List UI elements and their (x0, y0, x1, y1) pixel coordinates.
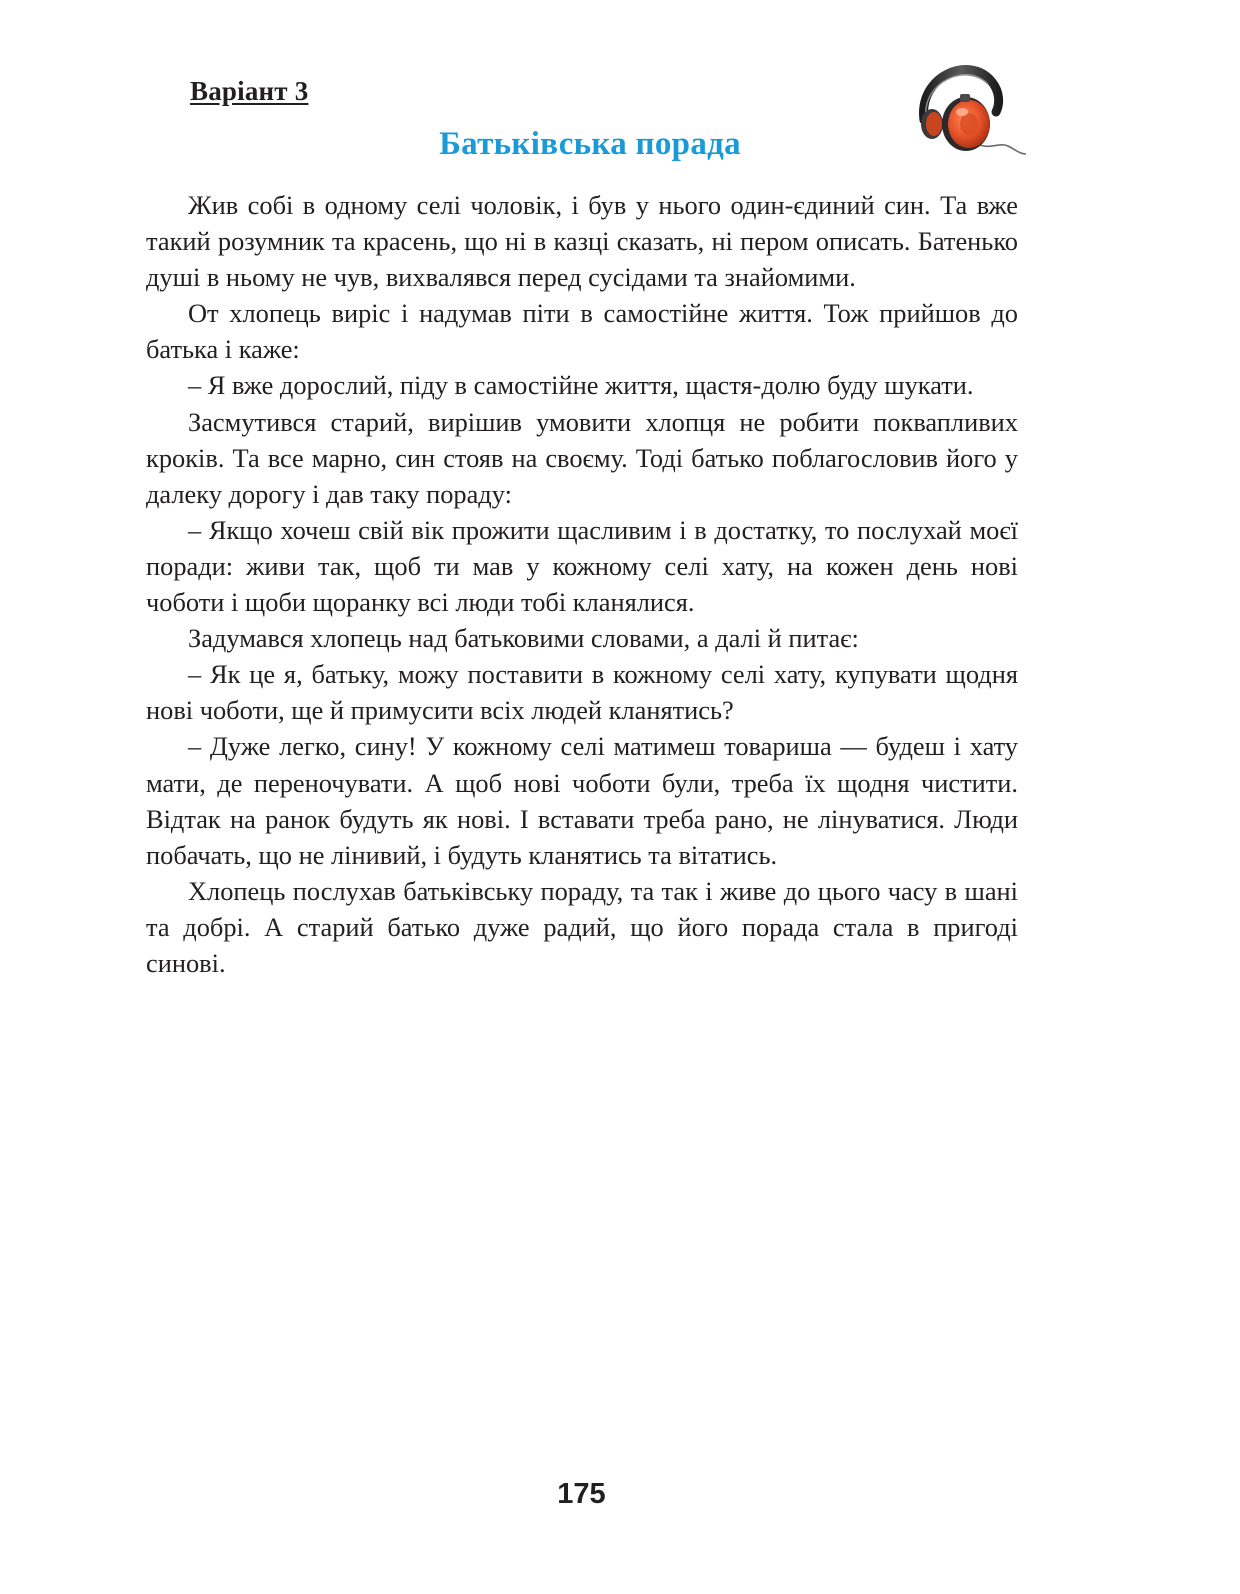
story-text (146, 187, 1018, 981)
paragraph: Засмутився старий, вирішив умовити хлопця не робити поквапливих кроків. Та все марно, син стояв на своєму. Тоді батько поблагословив його у далеку дорогу і дав таку пораду: (146, 406, 1018, 509)
paragraph: Жив собі в одному селі чоловік, і був у нього один-єдиний син. Та вже такий розумник та красень, що ні в казці сказать, ні пером описать. Батенько душі в ньому не чув, вихвалявся перед сусідами та знайомими. (146, 190, 1018, 293)
paragraph: Задумався хлопець над батьковими словами, а далі й питає: (188, 623, 859, 654)
paragraph: Хлопець послухав батьківську пораду, та так і живе до цього часу в шані та добрі. А старий батько дуже радий, що його порада стала в пригоді синові. (146, 875, 1018, 978)
paragraph: – Якщо хочеш свій вік прожити щасливим і в достатку, то послухай моєї поради: живи так, щоб ти мав у кожному селі хату, на кожен день нові чоботи і щоби щоранку всі люди тобі кланялися. (146, 514, 1018, 618)
page-number: 175 (557, 1478, 606, 1510)
story-title: Батьківська порада (439, 126, 741, 162)
paragraph: – Я вже дорослий, піду в самостійне життя, щастя-долю буду шукати. (188, 370, 974, 401)
paragraph: От хлопець виріс і надумав піти в самостійне життя. Тож прийшов до батька і каже: (146, 298, 1018, 365)
paragraph: – Дуже легко, сину! У кожному селі матимеш товариша — будеш і хату мати, де переночувати. А щоб нові чоботи були, треба їх щодня чистити. Відтак на ранок будуть як нові. І вставати треба рано, не лінуватися. Люди побачать, що не лінивий, і будуть кланятись та вітатись. (146, 731, 1018, 870)
paragraph: – Як це я, батьку, можу поставити в кожному селі хату, купувати щодня нові чоботи, ще й примусити всіх людей кланятись? (146, 659, 1018, 726)
variant-label: Варіант 3 (190, 76, 309, 106)
